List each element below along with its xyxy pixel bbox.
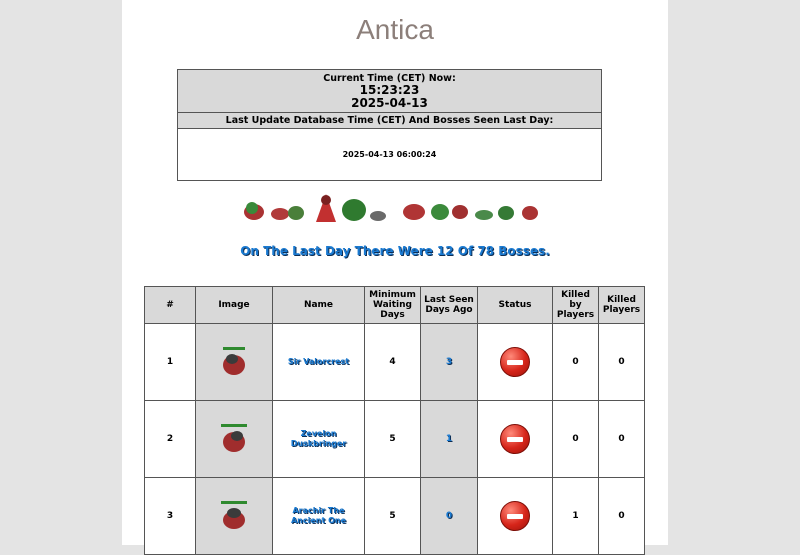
row-num: 2	[145, 401, 196, 478]
col-header-killed-players: Killed Players	[599, 287, 645, 324]
world-title: Antica	[356, 14, 434, 45]
col-header-killed-by: Killed by Players	[553, 287, 599, 324]
table-row	[145, 324, 645, 401]
current-time-section	[178, 70, 601, 113]
killed-players: 0	[599, 401, 645, 478]
killed-by-players: 0	[553, 324, 599, 401]
last-seen-days: 0	[445, 511, 453, 521]
current-date-value: 2025-04-13	[351, 96, 428, 110]
col-header-last-seen: Last Seen Days Ago	[421, 287, 478, 324]
boss-table	[144, 286, 645, 555]
table-row	[145, 401, 645, 478]
last-seen-cell	[421, 478, 478, 555]
boss-image-cell	[196, 478, 273, 555]
current-time-value: 15:23:23	[359, 83, 420, 97]
min-wait-days: 4	[365, 324, 421, 401]
killed-by-players: 0	[553, 401, 599, 478]
boss-name[interactable]: Arachir The Ancient One	[290, 506, 347, 525]
killed-players: 0	[599, 324, 645, 401]
col-header-status: Status	[478, 287, 553, 324]
boss-name-cell[interactable]	[273, 478, 365, 555]
summary-text: On The Last Day There Were 12 Of 78 Bosses.	[240, 244, 550, 258]
update-label: Last Update Database Time (CET) And Bosses Seen Last Day:	[178, 113, 601, 129]
not-available-icon	[500, 347, 530, 377]
boss-sprite-group	[244, 194, 538, 222]
boss-name[interactable]: Zevelon Duskbringer	[290, 429, 347, 448]
status-cell	[478, 324, 553, 401]
row-num: 1	[145, 324, 196, 401]
update-value: 2025-04-13 06:00:24	[342, 150, 437, 159]
col-header-min-wait: Minimum Waiting Days	[365, 287, 421, 324]
boss-image	[217, 345, 251, 379]
last-seen-cell	[421, 401, 478, 478]
boss-name[interactable]: Sir Valorcrest	[287, 357, 350, 366]
boss-name-cell[interactable]	[273, 324, 365, 401]
bosses-seen-banner	[240, 186, 542, 226]
col-header-image: Image	[196, 287, 273, 324]
col-header-name: Name	[273, 287, 365, 324]
boss-image	[217, 422, 251, 456]
table-header-row	[145, 287, 645, 324]
col-header-num: #	[145, 287, 196, 324]
min-wait-days: 5	[365, 478, 421, 555]
boss-image	[217, 499, 251, 533]
killed-by-players: 1	[553, 478, 599, 555]
not-available-icon	[500, 501, 530, 531]
time-panel	[177, 69, 602, 181]
page-container	[122, 0, 668, 545]
not-available-icon	[500, 424, 530, 454]
min-wait-days: 5	[365, 401, 421, 478]
status-cell	[478, 401, 553, 478]
boss-image-cell	[196, 401, 273, 478]
last-seen-cell	[421, 324, 478, 401]
boss-name-cell[interactable]	[273, 401, 365, 478]
killed-players: 0	[599, 478, 645, 555]
last-seen-days: 1	[445, 434, 453, 444]
last-seen-days: 3	[445, 357, 453, 367]
status-cell	[478, 478, 553, 555]
boss-image-cell	[196, 324, 273, 401]
current-time-label: Current Time (CET) Now:	[323, 73, 456, 84]
row-num: 3	[145, 478, 196, 555]
table-row	[145, 478, 645, 555]
